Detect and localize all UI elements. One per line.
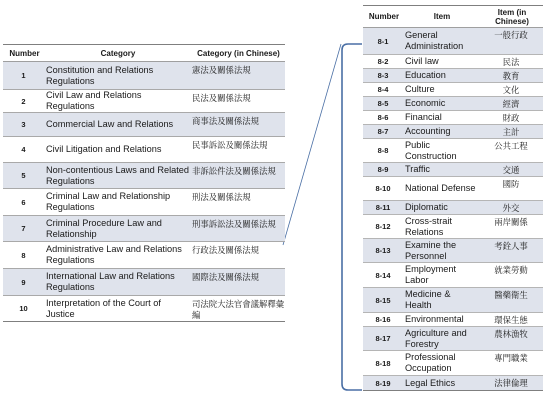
- table-row: [3, 90, 285, 113]
- row-number: 8-18: [363, 351, 403, 376]
- row-number: 7: [3, 216, 44, 242]
- row-item-zh: 經濟: [479, 97, 543, 111]
- row-item: Traffic: [403, 163, 479, 177]
- table-row: [3, 189, 285, 216]
- row-item: Agriculture and Forestry: [403, 327, 479, 351]
- row-item-zh: 國防: [479, 177, 543, 201]
- row-item: Environmental: [403, 313, 479, 327]
- row-category: Administrative Law and Relations Regulations: [44, 242, 190, 269]
- row-category: Civil Law and Relations Regulations: [44, 90, 190, 113]
- row-number: 3: [3, 113, 44, 137]
- table-row: [363, 69, 543, 83]
- table-row: [3, 163, 285, 189]
- row-item: Examine the Personnel: [403, 239, 479, 263]
- item-table-header: [363, 6, 543, 28]
- row-item: Employment Labor: [403, 263, 479, 288]
- item-table: [363, 5, 543, 391]
- row-category: Interpretation of the Court of Justice: [44, 296, 190, 322]
- row-item: Civil law: [403, 55, 479, 69]
- table-row: [363, 83, 543, 97]
- row-number: 8-12: [363, 215, 403, 239]
- row-category-zh: 憲法及關係法規: [190, 62, 285, 90]
- row-category-zh: 民事訴訟及關係法規: [190, 137, 285, 163]
- table-row: [3, 269, 285, 296]
- row-item-zh: 就業勞動: [479, 263, 543, 288]
- row-item-zh: 兩岸關係: [479, 215, 543, 239]
- row-item: National Defense: [403, 177, 479, 201]
- row-number: 8: [3, 242, 44, 269]
- table-row: [3, 137, 285, 163]
- table-row: [363, 239, 543, 263]
- row-number: 8-7: [363, 125, 403, 139]
- table-row: [363, 55, 543, 69]
- row-item: Education: [403, 69, 479, 83]
- column-header-category: Category: [44, 45, 190, 62]
- table-row: [363, 111, 543, 125]
- row-item: Medicine & Health: [403, 288, 479, 313]
- table-row: [363, 215, 543, 239]
- table-row: [363, 201, 543, 215]
- category-table: [3, 44, 285, 322]
- row-category-zh: 國際法及關係法規: [190, 269, 285, 296]
- row-number: 8-1: [363, 28, 403, 55]
- table-row: [363, 28, 543, 55]
- row-category-zh: 刑事訴訟法及關係法規: [190, 216, 285, 242]
- column-header-number: Number: [3, 45, 44, 62]
- row-item-zh: 公共工程: [479, 139, 543, 163]
- table-row: [3, 216, 285, 242]
- table-row: [363, 327, 543, 351]
- row-number: 8-4: [363, 83, 403, 97]
- row-category-zh: 商事法及關係法規: [190, 113, 285, 137]
- row-number: 8-6: [363, 111, 403, 125]
- column-header-item: Item: [403, 6, 479, 28]
- row-category: Civil Litigation and Relations: [44, 137, 190, 163]
- row-number: 8-3: [363, 69, 403, 83]
- table-row: [363, 97, 543, 111]
- row-category-zh: 司法院大法官會議解釋彙編: [190, 296, 285, 322]
- row-number: 2: [3, 90, 44, 113]
- column-header-category-zh: Category (in Chinese): [190, 45, 285, 62]
- table-row: [3, 242, 285, 269]
- row-item-zh: 主計: [479, 125, 543, 139]
- row-item-zh: 交通: [479, 163, 543, 177]
- row-item-zh: 一般行政: [479, 28, 543, 55]
- row-item-zh: 法律倫理: [479, 376, 543, 391]
- row-number: 10: [3, 296, 44, 322]
- row-category-zh: 民法及關係法規: [190, 90, 285, 113]
- row-item-zh: 文化: [479, 83, 543, 97]
- table-row: [363, 263, 543, 288]
- column-header-item-zh: Item (in Chinese): [479, 6, 543, 28]
- row-number: 8-5: [363, 97, 403, 111]
- row-category: International Law and Relations Regulations: [44, 269, 190, 296]
- row-item: Legal Ethics: [403, 376, 479, 391]
- row-item-zh: 財政: [479, 111, 543, 125]
- table-row: [3, 296, 285, 322]
- connector-bracket: [342, 44, 362, 390]
- row-number: 1: [3, 62, 44, 90]
- table-row: [3, 113, 285, 137]
- row-item-zh: 醫藥衛生: [479, 288, 543, 313]
- table-row: [363, 177, 543, 201]
- row-category: Commercial Law and Relations: [44, 113, 190, 137]
- table-row: [363, 288, 543, 313]
- row-item: Cross-strait Relations: [403, 215, 479, 239]
- row-number: 8-10: [363, 177, 403, 201]
- row-category-zh: 非訴訟件法及關係法規: [190, 163, 285, 189]
- row-item-zh: 外交: [479, 201, 543, 215]
- row-number: 8-9: [363, 163, 403, 177]
- connector-line: [283, 44, 341, 245]
- row-item-zh: 環保生態: [479, 313, 543, 327]
- row-number: 9: [3, 269, 44, 296]
- row-category: Non-contentious Laws and Related Regulations: [44, 163, 190, 189]
- row-number: 8-15: [363, 288, 403, 313]
- row-item: General Administration: [403, 28, 479, 55]
- table-row: [3, 62, 285, 90]
- table-row: [363, 351, 543, 376]
- row-item-zh: 教育: [479, 69, 543, 83]
- row-number: 8-14: [363, 263, 403, 288]
- row-number: 5: [3, 163, 44, 189]
- row-item: Economic: [403, 97, 479, 111]
- row-item-zh: 專門職業: [479, 351, 543, 376]
- row-item-zh: 農林漁牧: [479, 327, 543, 351]
- row-number: 8-2: [363, 55, 403, 69]
- row-item-zh: 考銓人事: [479, 239, 543, 263]
- row-category: Constitution and Relations Regulations: [44, 62, 190, 90]
- row-category-zh: 刑法及關係法規: [190, 189, 285, 216]
- category-table-header: [3, 45, 285, 62]
- row-category-zh: 行政法及關係法規: [190, 242, 285, 269]
- row-number: 8-16: [363, 313, 403, 327]
- table-row: [363, 139, 543, 163]
- row-item: Professional Occupation: [403, 351, 479, 376]
- row-number: 8-17: [363, 327, 403, 351]
- table-row: [363, 163, 543, 177]
- row-number: 8-19: [363, 376, 403, 391]
- row-number: 6: [3, 189, 44, 216]
- row-category: Criminal Procedure Law and Relationship: [44, 216, 190, 242]
- row-item: Diplomatic: [403, 201, 479, 215]
- row-item-zh: 民法: [479, 55, 543, 69]
- row-number: 8-11: [363, 201, 403, 215]
- row-number: 8-13: [363, 239, 403, 263]
- row-item: Accounting: [403, 125, 479, 139]
- row-category: Criminal Law and Relationship Regulations: [44, 189, 190, 216]
- row-item: Culture: [403, 83, 479, 97]
- table-row: [363, 313, 543, 327]
- table-row: [363, 376, 543, 391]
- row-item: Public Construction: [403, 139, 479, 163]
- table-row: [363, 125, 543, 139]
- row-number: 4: [3, 137, 44, 163]
- column-header-number: Number: [363, 6, 403, 28]
- row-number: 8-8: [363, 139, 403, 163]
- row-item: Financial: [403, 111, 479, 125]
